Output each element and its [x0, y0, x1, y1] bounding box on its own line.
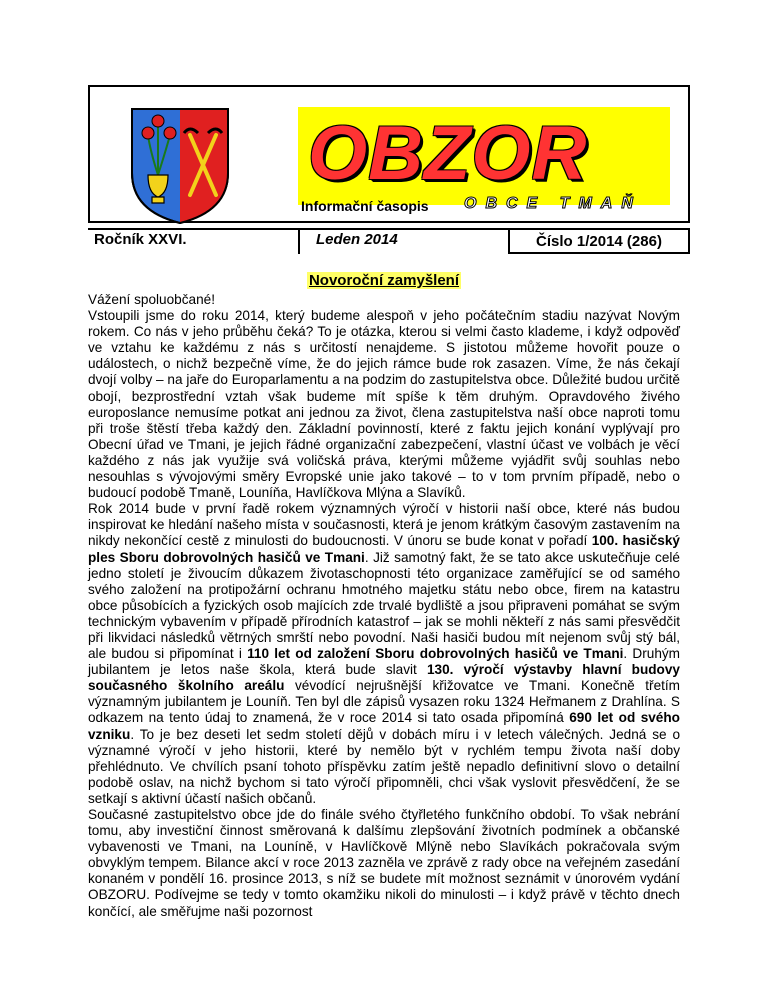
- newsletter-title: OBZOR: [308, 111, 588, 196]
- municipality-label: OBCE TMAŇ: [464, 195, 642, 212]
- newsletter-subtitle: Informační časopis: [301, 198, 429, 214]
- issue-date: Leden 2014: [316, 231, 398, 248]
- volume-label: Ročník XXVI.: [94, 231, 187, 248]
- info-separator: [298, 228, 300, 254]
- municipal-coat-of-arms-icon: [128, 105, 232, 225]
- issue-number: Číslo 1/2014 (286): [508, 228, 690, 254]
- issue-info-row: [88, 228, 690, 254]
- article-heading: [0, 272, 768, 289]
- article-body: [88, 292, 680, 920]
- salutation: Vážení spoluobčané!: [88, 292, 215, 307]
- paragraph-2: Rok 2014 bude v první řadě rokem významných výročí v historii naší obce, které nás budou inspirovat ke hledání našeho místa v současnosti, která je jenom krátkým časovým zastavením na nikdy nekončící cestě z minulosti do budoucnosti. V únoru se bude konat v pořadí 100. hasičský ples Sboru dobrovolných hasičů ve Tmani. Již samotný fakt, že se tato akce uskutečňuje celé jedno století je živoucím důkazem životaschopnosti této organizace zaměřující se od samého svého založení na protipožární ochranu hmotného majetku státu nebo obce, firem na katastru obce působících a fyzických osob majících zde trvalé bydliště a jsou připraveni pomáhat se svým technickým vybavením v případě přírodních katastrof – jak se mohli někteří z nás sami přesvědčit při likvidaci následků větrných smrští nebo povodní. Naši hasiči budou mít nejenom svůj stý bál, ale budou si připomínat i 110 let od založení Sboru dobrovolných hasičů ve Tmani. Druhým jubilantem je letos naše škola, která bude slavit 130. výročí výstavby hlavní budovy současného školního areálu vévodící nejrušnější křižovatce ve Tmani. Konečně třetím významným jubilantem je Louníň. Ten byl dle zápisů vysazen roku 1324 Heřmanem z Drahlína. S odkazem na tento údaj to znamená, že v roce 2014 si tato osada připomíná 690 let od svého vzniku. To je bez deseti let sedm století dějů v dobách míru i v letech válečných. Jedná se o významné výročí v jeho historii, které by nemělo být v rychlém tempu života naší doby přehlédnuto. Ve chvílích psaní tohoto příspěvku zatím ještě nepadlo definitivní slovo o detailní podobě oslav, na nichž bychom si tato výročí připomněli, chci však vyslovit přesvědčení, že se setkají s aktivní účastí našich občanů.: [88, 501, 681, 806]
- paragraph-3: Současné zastupitelstvo obce jde do finále svého čtyřletého funkčního období. To však nebrání tomu, aby investiční činnost směrovaná k dalšímu zlepšování životních podmínek a občanské vybavenosti ve Tmani, na Louníně, v Havlíčkově Mlýně nebo Slavíkách pokračovala svým obvyklým tempem. Bilance akcí v roce 2013 zazněla ve zprávě z rady obce na veřejném zasedání konaném v pondělí 16. prosince 2013, s níž se budete mít možnost seznámit v únorovém vydání OBZORU. Podívejme se tedy v tomto okamžiku nikoli do minulosti – i když právě v těchto dnech končící, ale směřujme naši pozornost: [88, 807, 680, 919]
- paragraph-1: Vstoupili jsme do roku 2014, který budeme alespoň v jeho počátečním stadiu nazývat Novým rokem. Co nás v jeho průběhu čeká? To je otázka, kterou si velmi často klademe, i když odpověď ve vztahu ke každému z nás s určitostí nenajdeme. S jistotou můžeme hovořit pouze o událostech, o nichž bezpečně víme, že do jejich rámce bude rok zasazen. Víme, že nás čekají dvojí volby – na jaře do Europarlamentu a na podzim do zastupitelstva obce. Důležité budou určitě obojí, bezprostřední vztah však budeme mít spíše k těm druhým. Opravdového živého europoslance nemusíme potkat ani jednou za život, člena zastupitelstva naší obce naproti tomu při troše štěstí třeba každý den. Základní povinností, které z faktu jejich konání vyplývají pro Obecní úřad ve Tmani, je jejich řádné organizační zabezpečení, vlastní účast ve volbách je věcí každého z nás jak využije svá voličská práva, kterými můžeme vyjádřit svůj souhlas nebo nesouhlas s vývojovými směry Evropské unie jako takové – to v tom prvním případě, nebo o budoucí podobě Tmaně, Louníňa, Havlíčkova Mlýna a Slavíků.: [88, 308, 680, 501]
- article-heading-text: Novoroční zamyšlení: [308, 272, 460, 289]
